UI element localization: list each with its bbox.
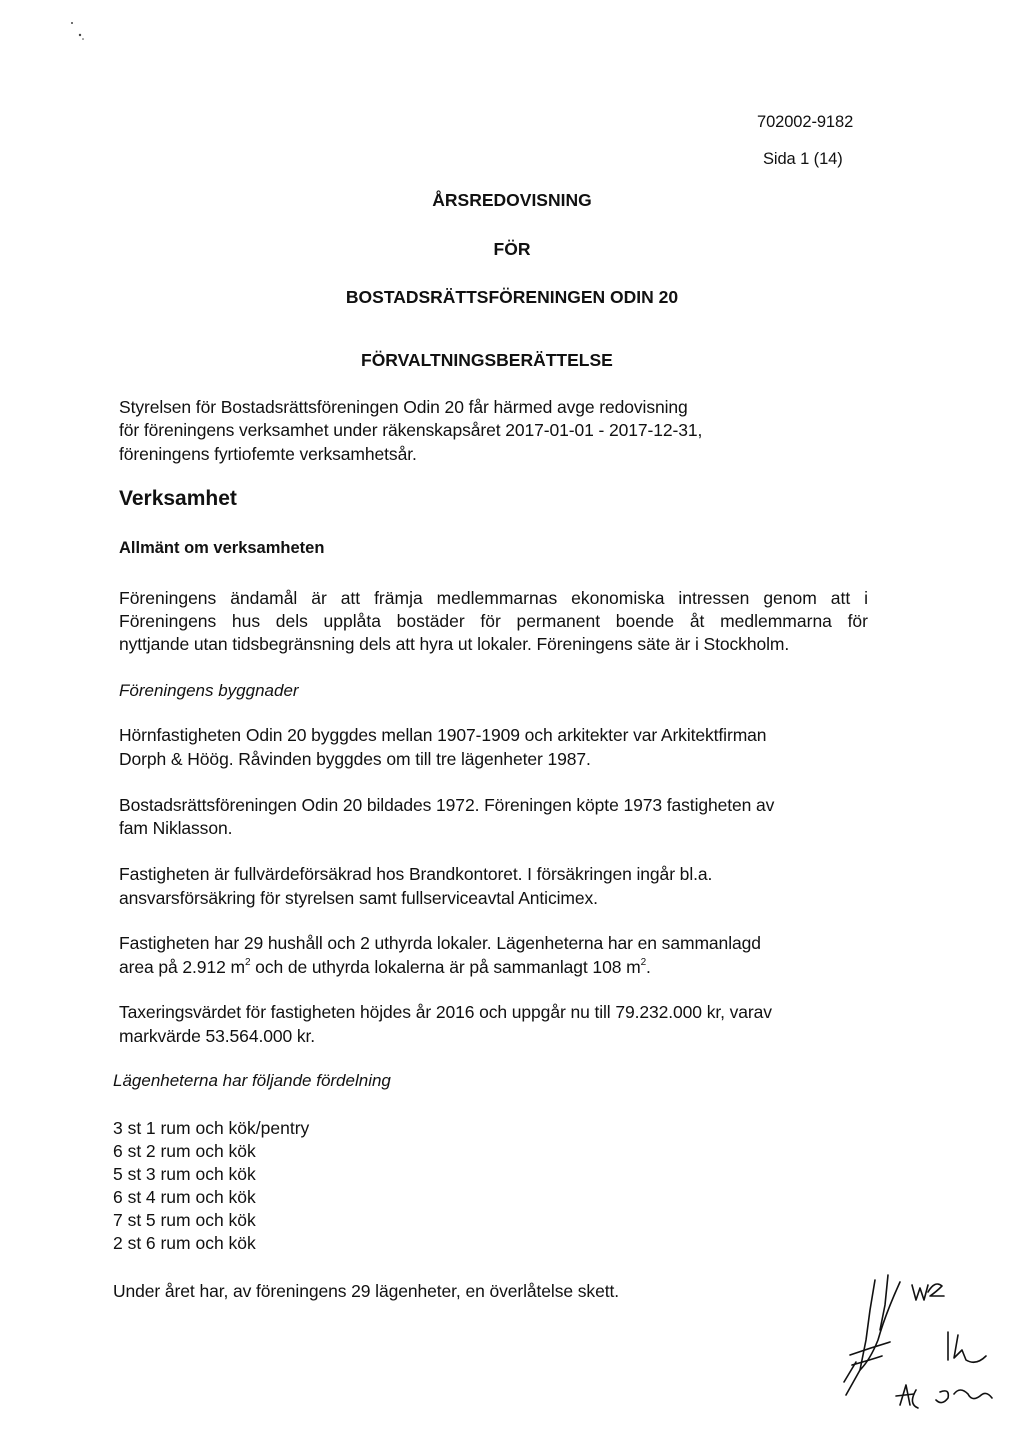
paragraph-line: ansvarsförsäkring för styrelsen samt fullserviceavtal Anticimex.: [119, 888, 598, 908]
list-item: [113, 1164, 256, 1185]
list-item: [113, 1233, 256, 1254]
paragraph-line: fam Niklasson.: [119, 818, 233, 838]
paragraph-line: Fastigheten är fullvärdeförsäkrad hos Brandkontoret. I försäkringen ingår bl.a.: [119, 864, 713, 884]
apartment-count: 2 st: [113, 1233, 142, 1253]
list-item: [113, 1210, 256, 1231]
apartment-count: 6 st: [113, 1187, 142, 1207]
apartment-count: 7 st: [113, 1210, 142, 1230]
paragraph-line: Hörnfastigheten Odin 20 byggdes mellan 1907-1909 och arkitekter var Arkitektfirman: [119, 725, 767, 745]
apartment-type: 5 rum och kök: [145, 1210, 256, 1230]
purpose-line: Föreningens hus dels upplåta bostäder för permanent boende åt medlemmarna för: [119, 611, 868, 631]
handwritten-initials-icon: [830, 1270, 1010, 1430]
superscript: 2: [244, 957, 251, 969]
paragraph-line-area: [119, 957, 651, 978]
apartment-count: 3 st: [113, 1118, 142, 1138]
intro-line: föreningens fyrtiofemte verksamhetsår.: [119, 444, 417, 464]
apartment-type: 2 rum och kök: [145, 1141, 256, 1161]
document-title-for: FÖR: [493, 239, 531, 259]
intro-line: för föreningens verksamhet under räkenskapsåret 2017-01-01 - 2017-12-31,: [119, 420, 703, 440]
apartment-type: 4 rum och kök: [145, 1187, 256, 1207]
area-text: och de uthyrda lokalerna är på sammanlagt 108 m: [250, 957, 641, 977]
purpose-line: Föreningens ändamål är att främja medlemmarnas ekonomiska intressen genom att i: [119, 588, 868, 608]
apartment-type: 3 rum och kök: [145, 1164, 256, 1184]
document-title: ÅRSREDOVISNING: [432, 190, 592, 210]
paragraph-line: Fastigheten har 29 hushåll och 2 uthyrda lokaler. Lägenheterna har en sammanlagd: [119, 933, 761, 953]
list-item: [113, 1141, 256, 1162]
apartment-count: 5 st: [113, 1164, 142, 1184]
subheading-allmant: Allmänt om verksamheten: [119, 539, 325, 557]
area-text: .: [646, 957, 651, 977]
page-number: Sida 1 (14): [763, 150, 843, 168]
apartment-type: 6 rum och kök: [145, 1233, 256, 1253]
paragraph-line: Dorph & Höög. Råvinden byggdes om till tre lägenheter 1987.: [119, 749, 591, 769]
list-item: [113, 1118, 309, 1139]
section-heading-verksamhet: Verksamhet: [119, 487, 237, 510]
area-text: area på 2.912 m: [119, 957, 245, 977]
purpose-line: nyttjande utan tidsbegränsning dels att hyra ut lokaler. Föreningens säte är i Stockholm.: [119, 634, 790, 654]
paragraph-line: Bostadsrättsföreningen Odin 20 bildades 1972. Föreningen köpte 1973 fastigheten av: [119, 795, 775, 815]
org-number: 702002-9182: [757, 113, 854, 131]
intro-line: Styrelsen för Bostadsrättsföreningen Odin 20 får härmed avge redovisning: [119, 397, 688, 417]
subheading-fordelning: Lägenheterna har följande fördelning: [113, 1071, 391, 1090]
closing-sentence: Under året har, av föreningens 29 lägenheter, en överlåtelse skett.: [113, 1281, 619, 1301]
scan-artifact-icon: [68, 20, 86, 42]
paragraph-line: Taxeringsvärdet för fastigheten höjdes år 2016 och uppgår nu till 79.232.000 kr, varav: [119, 1002, 772, 1022]
superscript: 2: [640, 957, 647, 969]
subheading-byggnader: Föreningens byggnader: [119, 681, 299, 700]
paragraph-line: markvärde 53.564.000 kr.: [119, 1026, 316, 1046]
section-title: FÖRVALTNINGSBERÄTTELSE: [361, 350, 613, 370]
apartment-count: 6 st: [113, 1141, 142, 1161]
apartment-type: 1 rum och kök/pentry: [145, 1118, 310, 1138]
list-item: [113, 1187, 256, 1208]
association-name: BOSTADSRÄTTSFÖRENINGEN ODIN 20: [345, 287, 679, 307]
